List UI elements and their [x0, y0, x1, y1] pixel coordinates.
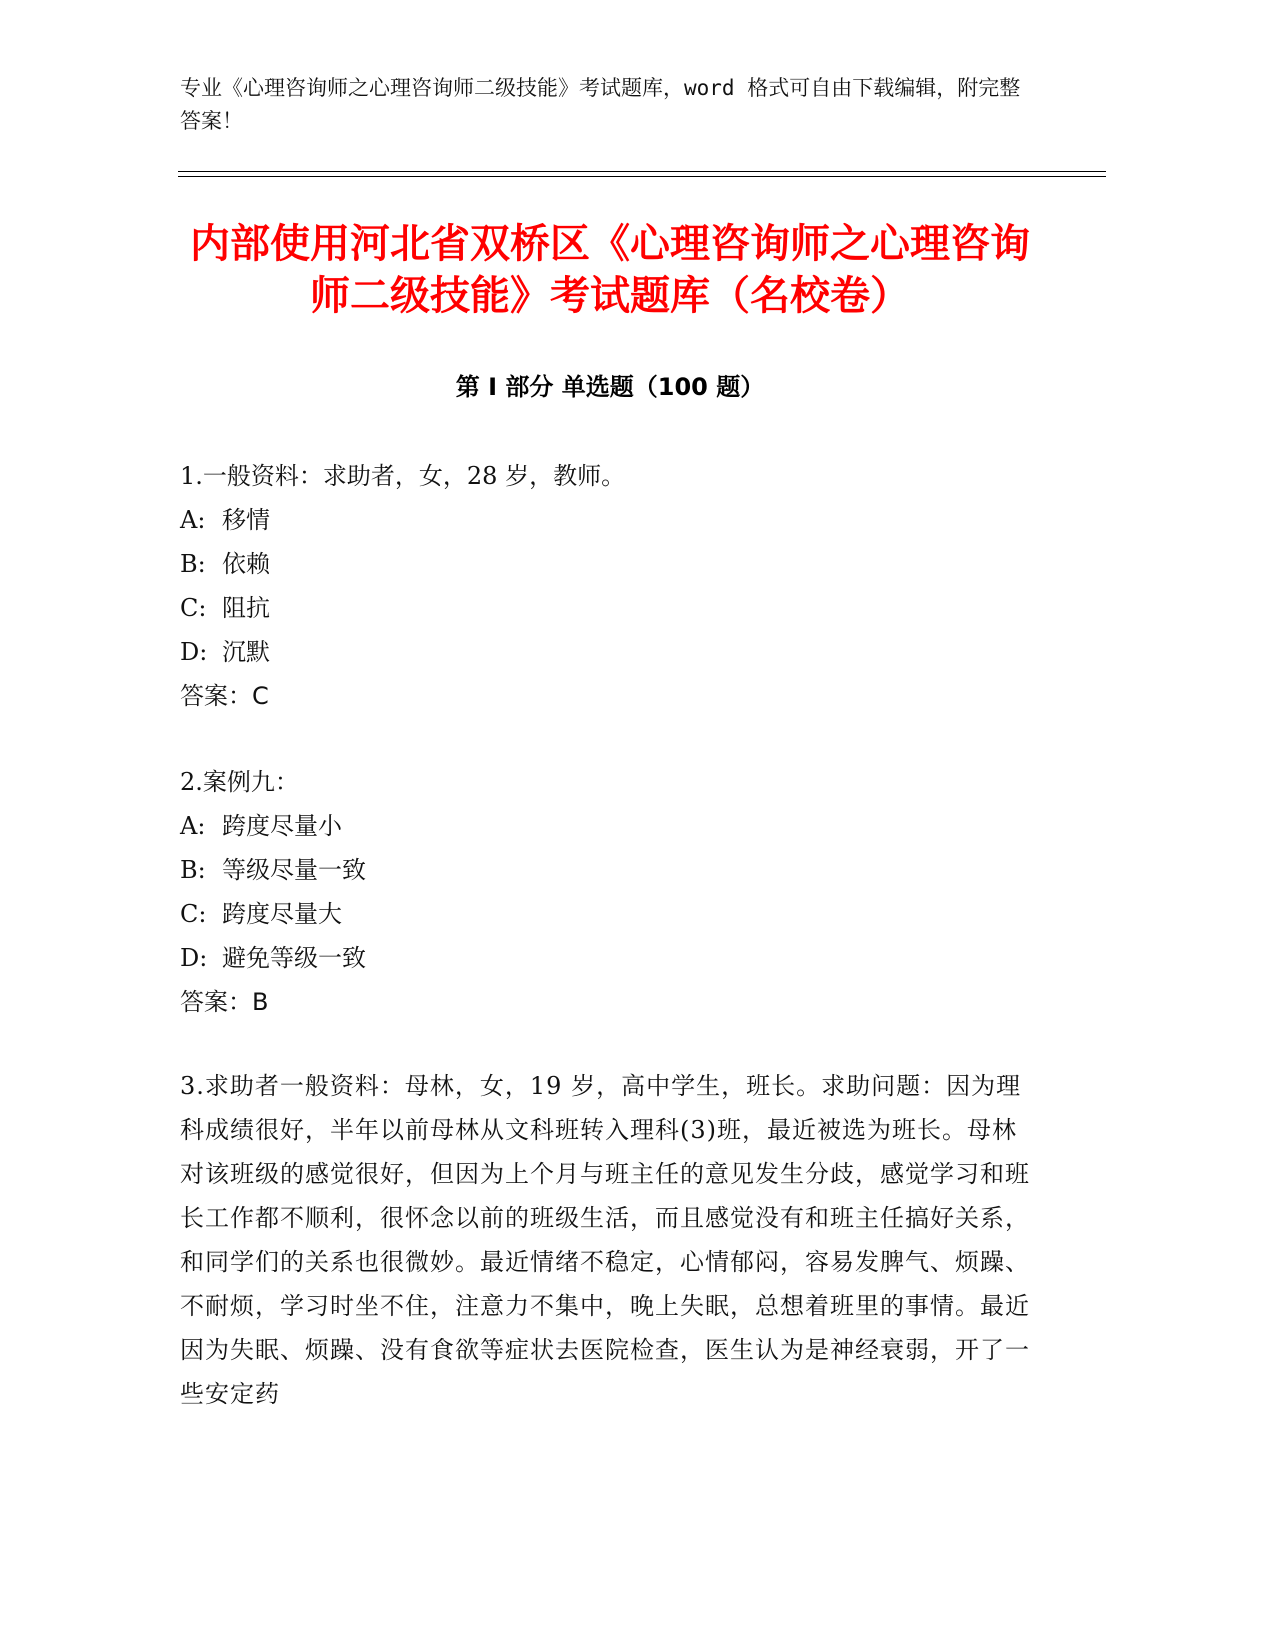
option-d [180, 630, 1040, 674]
option-c [180, 892, 1040, 936]
document-title: 内部使用河北省双桥区《心理咨询师之心理咨询师二级技能》考试题库（名校卷） [190, 221, 1030, 319]
question-stem: 2.案例九： [180, 768, 299, 796]
option-a [180, 498, 1040, 542]
option-text: 等级尽量一致 [222, 856, 366, 884]
question-1 [180, 454, 1040, 718]
option-c [180, 586, 1040, 630]
option-b [180, 542, 1040, 586]
answer-line: 答案：C [180, 682, 269, 710]
question-stem: 3.求助者一般资料：母林，女，19 岁，高中学生，班长。求助问题：因为理科成绩很好，半年以前母林从文科班转入理科(3)班，最近被选为班长。母林对该班级的感觉很好，但因为上个月与班主任的意见发生分歧，感觉学习和班长工作都不顺利，很怀念以前的班级生活，而且感觉没有和班主任搞好关系，和同学们的关系也很微妙。最近情绪不稳定，心情郁闷，容易发脾气、烦躁、不耐烦，学习时坐不住，注意力不集中，晚上失眠，总想着班里的事情。最近因为失眠、烦躁、没有食欲等症状去医院检查，医生认为是神经衰弱，开了一些安定药 [180, 1072, 1030, 1408]
option-a [180, 804, 1040, 848]
option-text: 沉默 [222, 638, 270, 666]
option-letter: D: [180, 944, 208, 972]
option-letter: C: [180, 900, 207, 928]
option-letter: A: [180, 812, 206, 840]
option-b [180, 848, 1040, 892]
option-letter: D: [180, 638, 208, 666]
option-letter: B: [180, 856, 206, 884]
option-d [180, 936, 1040, 980]
section-title: 第 I 部分 单选题（100 题） [455, 373, 765, 401]
option-text: 跨度尽量大 [222, 900, 342, 928]
header-divider-top [178, 171, 1106, 172]
answer-line: 答案：B [180, 988, 269, 1016]
question-2 [180, 760, 1040, 1024]
option-letter: A: [180, 506, 206, 534]
option-letter: B: [180, 550, 206, 578]
header-note: 专业《心理咨询师之心理咨询师二级技能》考试题库，word 格式可自由下载编辑，附完整答案！ [180, 76, 1021, 133]
option-letter: C: [180, 594, 207, 622]
header-divider-bottom [178, 176, 1106, 177]
option-text: 依赖 [222, 550, 270, 578]
question-stem: 1.一般资料：求助者，女，28 岁，教师。 [180, 462, 626, 490]
question-3 [180, 1064, 1040, 1416]
option-text: 阻抗 [222, 594, 270, 622]
option-text: 移情 [222, 506, 270, 534]
option-text: 避免等级一致 [222, 944, 366, 972]
option-text: 跨度尽量小 [222, 812, 342, 840]
